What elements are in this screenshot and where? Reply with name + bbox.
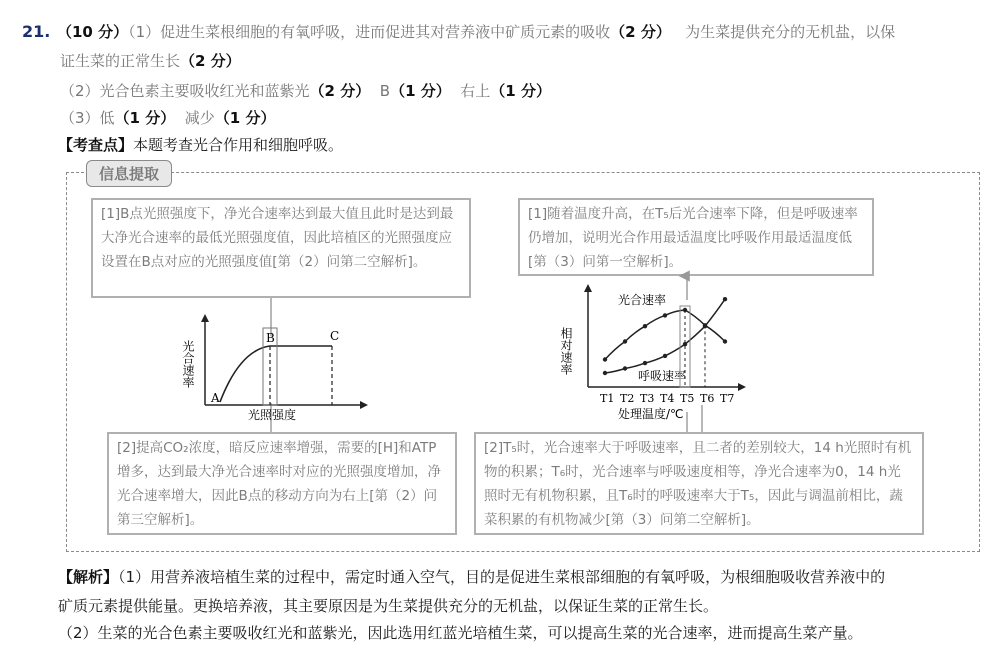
kaochadian-text: 本题考查光合作用和细胞呼吸。 xyxy=(133,136,344,154)
question-number: 21. xyxy=(22,22,51,41)
photosynthesis-curve xyxy=(220,346,332,402)
data-point xyxy=(663,313,667,317)
analysis-label: 【解析】 xyxy=(58,568,119,586)
y-axis-arrow xyxy=(201,314,209,322)
point-label: A xyxy=(211,391,220,405)
score: （1 分） xyxy=(390,82,451,100)
x-axis-label: 光照强度 xyxy=(248,408,297,422)
answer-3-1: （3）低 xyxy=(60,109,115,127)
score: （1 分） xyxy=(114,109,176,127)
answer-2-2: B xyxy=(379,82,391,100)
data-point xyxy=(603,371,607,375)
answer-2-1: （2）光合色素主要吸收红光和蓝紫光 xyxy=(60,82,310,100)
data-point xyxy=(723,339,727,343)
answer-3-2: 减少 xyxy=(184,109,215,127)
y-axis-label: 光合速率 xyxy=(181,340,195,388)
respiration-series-line xyxy=(605,299,725,373)
answer-1-1: （1）促进生菜根细胞的有氧呼吸，进而促进其对营养液中矿质元素的吸收 xyxy=(128,23,611,41)
series-label-photosynthesis: 光合速率 xyxy=(618,293,667,307)
x-axis-arrow xyxy=(738,383,746,391)
x-axis-label: 处理温度/℃ xyxy=(618,407,684,421)
data-point xyxy=(603,357,607,361)
score: （1 分） xyxy=(490,82,551,100)
kaochadian-label: 【考查点】 xyxy=(58,136,134,154)
answer-1-2: 为生菜提供充分的无机盐，以保 xyxy=(685,23,896,41)
analysis-p1a: （1）用营养液培植生菜的过程中，需定时通入空气，目的是促进生菜根部细胞的有氧呼吸，为根细胞吸收营养液中的 xyxy=(118,568,886,586)
answer-1-2-cont: 证生菜的正常生长 xyxy=(60,52,181,70)
series-label-respiration: 呼吸速率 xyxy=(638,369,687,383)
note-1: [1]B点光照强度下，净光合速率达到最大值且此时是达到最大净光合速率的最低光照强度值，因此培植区的光照强度应设置在B点对应的光照强度值[第（2）问第二空解析]。 xyxy=(91,198,471,298)
note-3: [2]提高CO₂浓度，暗反应速率增强，需要的[H]和ATP增多，达到最大净光合速率时对应的光照强度增加，净光合速率增大，因此B点的移动方向为右上[第（2）问第三空解析]。 xyxy=(107,432,457,535)
score: （2 分） xyxy=(180,52,241,70)
x-tick-label: T7 xyxy=(720,392,735,405)
analysis-p2: （2）生菜的光合色素主要吸收红光和蓝紫光，因此选用红蓝光培植生菜，可以提高生菜的光合速率，进而提高生菜产量。 xyxy=(58,624,863,642)
data-point xyxy=(723,297,727,301)
data-point xyxy=(623,339,627,343)
x-tick-label: T3 xyxy=(640,392,655,405)
info-tab: 信息提取 xyxy=(86,160,172,187)
analysis-line-1 xyxy=(58,566,885,588)
data-point xyxy=(623,366,627,370)
total-points: （10 分） xyxy=(57,23,129,41)
light-curve-chart xyxy=(180,310,380,425)
score: （2 分） xyxy=(610,23,671,41)
temperature-rate-chart xyxy=(560,282,750,424)
y-axis-arrow xyxy=(584,284,592,292)
score: （2 分） xyxy=(309,82,371,100)
x-axis-arrow xyxy=(360,401,368,409)
score: （1 分） xyxy=(214,109,276,127)
x-tick-label: T4 xyxy=(660,392,675,405)
y-axis-label: 相对速率 xyxy=(559,327,573,375)
x-tick-label: T2 xyxy=(620,392,635,405)
point-label: B xyxy=(266,331,275,345)
data-point xyxy=(663,354,667,358)
data-point xyxy=(643,361,647,365)
note-2: [1]随着温度升高，在T₅后光合速率下降，但是呼吸速率仍增加，说明光合作用最适温度比呼吸作用最适温度低[第（3）问第一空解析]。 xyxy=(518,198,874,276)
x-tick-label: T1 xyxy=(600,392,615,405)
x-tick-label: T5 xyxy=(680,392,695,405)
analysis-line-3 xyxy=(58,622,863,644)
data-point xyxy=(643,324,647,328)
x-tick-label: T6 xyxy=(700,392,715,405)
answer-2-3: 右上 xyxy=(460,82,491,100)
note-4: [2]T₅时，光合速率大于呼吸速率，且二者的差别较大，14 h光照时有机物的积累；T₆时，光合速率与呼吸速度相等，净光合速率为0，14 h光照时无有机物积累，且T₆时的呼吸速率大于T₅，因此与调温前相比，蔬菜积累的有机物减少[第（3）问第二空解析]。 xyxy=(474,432,924,535)
analysis-p1b: 矿质元素提供能量。更换培养液，其主要原因是为生菜提供充分的无机盐，以保证生菜的正常生长。 xyxy=(58,597,719,615)
analysis-line-2 xyxy=(58,595,718,617)
point-label: C xyxy=(330,329,340,343)
